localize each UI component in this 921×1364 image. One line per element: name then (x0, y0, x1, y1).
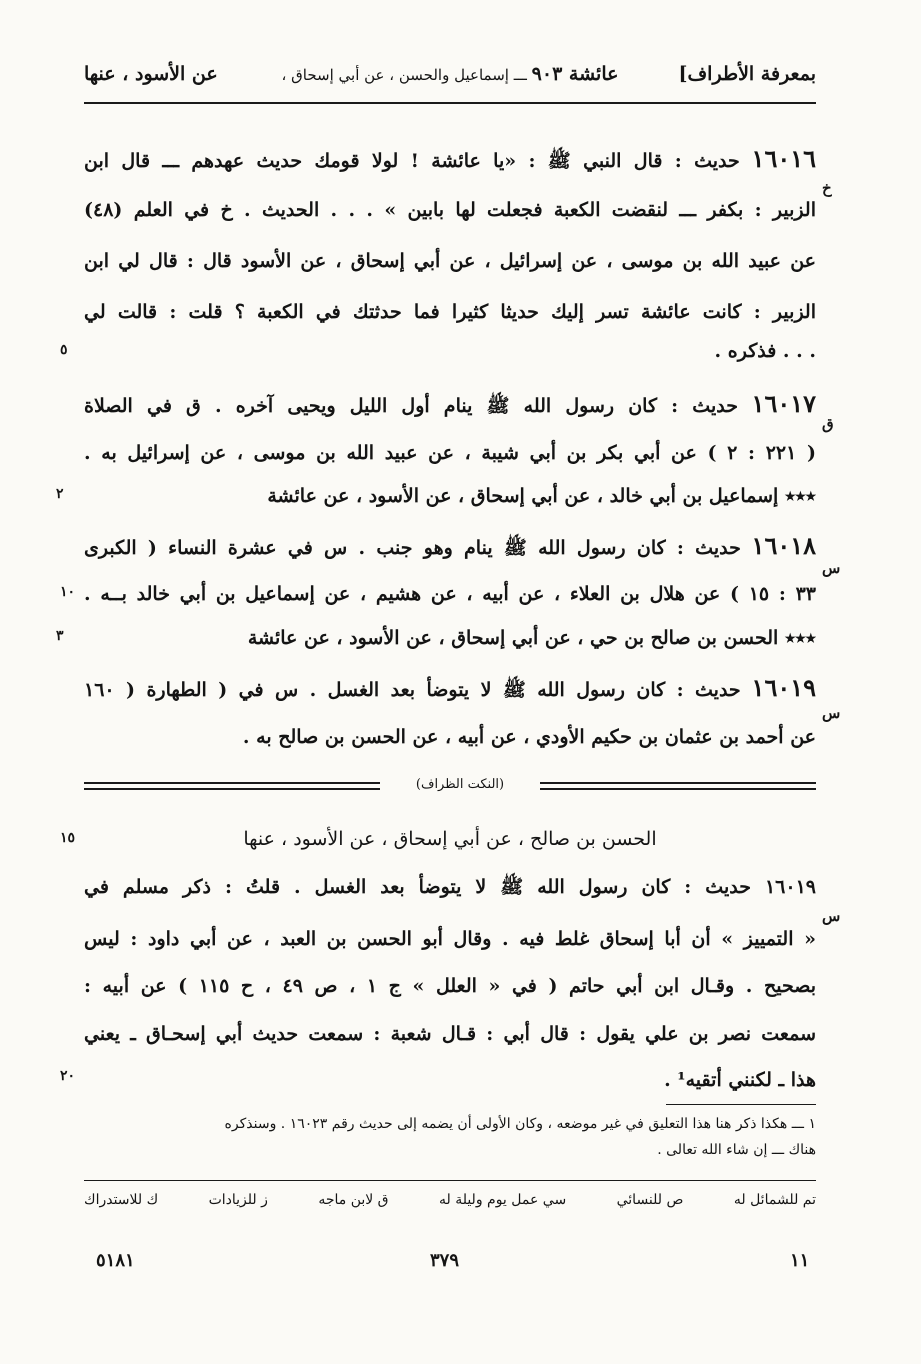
line-text: حديث : كان رسول الله ﷺ لا يتوضأ بعد الغسل . س في ( الطهارة ( ١٦٠ (84, 679, 741, 701)
page-number: ٣٧٩ (430, 1250, 460, 1271)
line-text: « التمييز » أن أبا إسحاق غلط فيه . وقال أبو الحسن بن العبد ، عن أبي داود : ليس (84, 928, 816, 950)
line-text: ( ٢٢١ : ٢ ) عن أبي بكر بن أبي شيبة ، عن عبيد الله بن موسى ، عن إسرائيل به . (84, 442, 816, 464)
line-text: عن عبيد الله بن موسى ، عن إسرائيل ، عن أبي إسحاق ، عن الأسود قال : قال لي ابن (84, 250, 816, 272)
line-text: ٣٣ : ١٥ ) عن هلال بن العلاء ، عن أبيه ، عن هشيم ، عن إسماعيل بن أبي خالد بــه . (84, 583, 816, 605)
hadith-number: ١٦٠١٨ (751, 531, 816, 560)
line-text: الحسن بن صالح بن حي ، عن أبي إسحاق ، عن الأسود ، عن عائشة (247, 627, 779, 649)
line-text: الزبير : بكفر ـــ لنقضت الكعبة فجعلت لها بابين » . . . الحديث . خ في العلم (٤٨) (84, 199, 816, 221)
line-text: سمعت نصر بن علي يقول : قال أبي : قـال شعبة : سمعت حديث أبي إسحـاق ـ يعني (84, 1023, 816, 1045)
hadith-number: ١٦٠١٩ (751, 673, 816, 702)
nukat-line (84, 1010, 816, 1058)
line-number: ٣ (56, 628, 64, 644)
abbreviation-item: ص للنسائي (616, 1192, 684, 1208)
chain-heading (84, 472, 816, 520)
nukat-section-title: الحسن بن صالح ، عن أبي إسحاق ، عن الأسود ، عنها (243, 828, 657, 850)
side-mark: س (822, 907, 841, 925)
line-text: ١٦٠١٩ حديث : كان رسول الله ﷺ لا يتوضأ بعد الغسل . قلتُ : ذكر مسلم في (84, 876, 816, 898)
abbreviation-item: ز للزيادات (208, 1192, 268, 1208)
header-right-title: بمعرفة الأطراف] (678, 63, 816, 85)
nukat-line (84, 962, 816, 1010)
line-text: بصحيح . وقـال ابن أبي حاتم ( في « العلل » ج ١ ، ص ٤٩ ، ح ١١٥ ) عن أبيه : (84, 975, 816, 997)
footnote-line: ١ ـــ هكذا ذكر هنا هذا التعليق في غير موضعه ، وكان الأولى أن يضمه إلى حديث رقم ١٦٠٢٣ . وسنذكره (224, 1116, 816, 1132)
footnote-line: هناك ـــ إن شاء الله تعالى . (657, 1142, 816, 1158)
line-number: ١٥ (60, 830, 76, 846)
nukat-divider-label: (النكت الظراف) (380, 775, 540, 795)
text-line (84, 327, 816, 375)
line-text: . . . فذكره . (714, 340, 816, 362)
nukat-line (84, 1056, 816, 1104)
text-line (84, 713, 816, 761)
text-line (84, 135, 816, 183)
line-number: ٢٠ (60, 1068, 76, 1084)
line-text: الزبير : كانت عائشة تسر إليك حديثا كثيرا فما حدثتك في الكعبة ؟ قلت : قالت لي (84, 301, 816, 323)
nukat-line (84, 863, 816, 911)
cumulative-number: ٥١٨١ (96, 1250, 135, 1271)
text-line (84, 186, 816, 234)
abbreviations-legend (84, 1192, 816, 1220)
line-number: ٥ (60, 342, 68, 358)
abbreviation-item: تم للشمائل له (733, 1192, 816, 1208)
volume-number: ١١ (790, 1250, 810, 1271)
abbreviation-item: ق لابن ماجه (318, 1192, 389, 1208)
line-text: عن أحمد بن عثمان بن حكيم الأودي ، عن أبيه ، عن الحسن بن صالح به . (242, 726, 816, 748)
line-text: حديث : كان رسول الله ﷺ ينام وهو جنب . س في عشرة النساء ( الكبرى (84, 537, 741, 559)
line-number: ١٠ (60, 584, 76, 600)
side-mark: س (822, 704, 841, 722)
header-center-bold: عائشة ٩٠٣ (531, 63, 619, 85)
text-line (84, 570, 816, 618)
abbreviations-rule (84, 1180, 816, 1181)
text-line (84, 522, 816, 570)
chain-marker: ٭٭٭ (784, 627, 816, 649)
line-text: حديث : كان رسول الله ﷺ ينام أول الليل ويحيى آخره . ق في الصلاة (84, 395, 738, 417)
header-rule (84, 102, 816, 104)
line-text: هذا ـ لكنني أتقيه¹ . (664, 1069, 816, 1091)
chain-marker: ٭٭٭ (784, 485, 816, 507)
header-center-text: ـــ إسماعيل والحسن ، عن أبي إسحاق ، (281, 66, 527, 84)
header-left-title: عن الأسود ، عنها (84, 63, 218, 85)
text-line (84, 380, 816, 428)
side-mark: خ (822, 179, 832, 197)
text-line (84, 237, 816, 285)
running-header (84, 52, 816, 96)
nukat-line (84, 915, 816, 963)
abbreviation-item: ك للاستدراك (84, 1192, 159, 1208)
text-line (84, 664, 816, 712)
text-line (84, 429, 816, 477)
line-text: إسماعيل بن أبي خالد ، عن أبي إسحاق ، عن الأسود ، عن عائشة (267, 485, 779, 507)
abbreviation-item: سي عمل يوم وليلة له (438, 1192, 567, 1208)
hadith-number: ١٦٠١٧ (751, 389, 816, 418)
side-mark: ق (822, 415, 834, 433)
chain-heading (84, 614, 816, 662)
side-mark: س (822, 559, 841, 577)
line-number: ٢ (56, 486, 64, 502)
hadith-number: ١٦٠١٦ (751, 144, 816, 173)
footnote-rule (666, 1104, 816, 1105)
line-text: حديث : قال النبي ﷺ : «يا عائشة ! لولا قومك حديث عهدهم ـــ قال ابن (84, 150, 740, 172)
